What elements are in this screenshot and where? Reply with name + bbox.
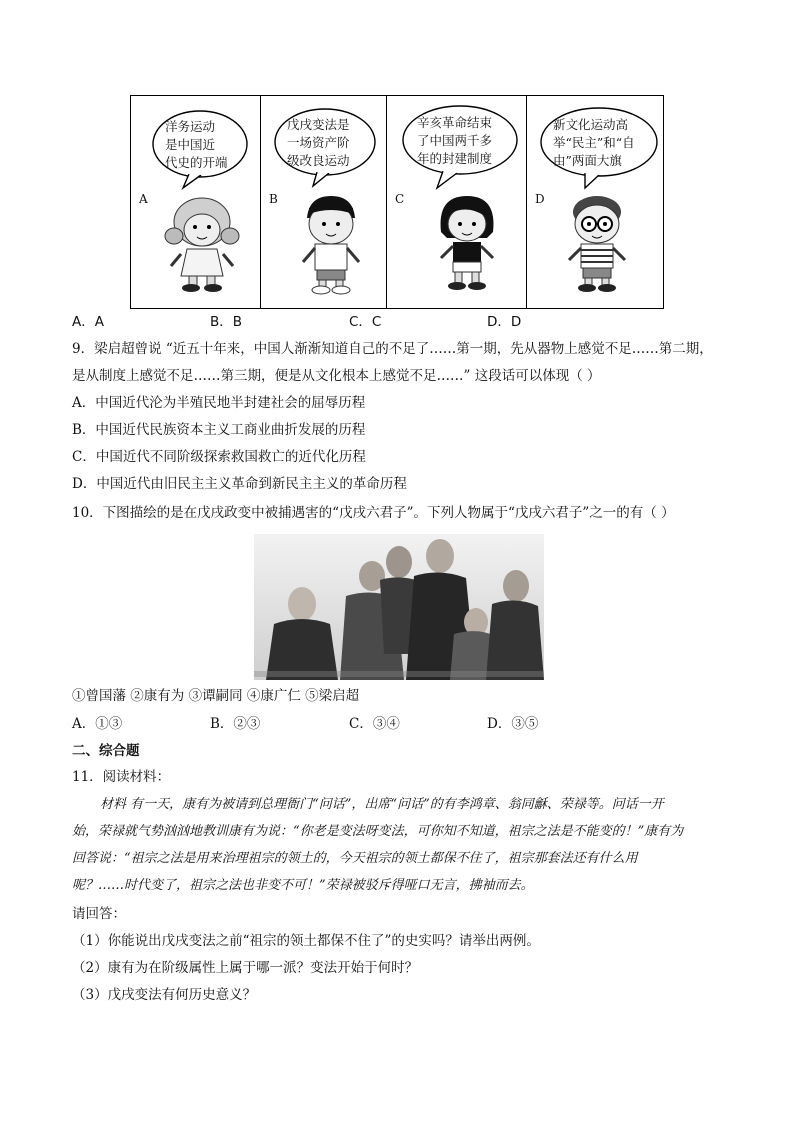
q11-stem: 11．阅读材料： xyxy=(72,769,171,785)
cartoon-panel-a xyxy=(131,96,260,308)
q8-option-c: C．C xyxy=(349,314,382,330)
cartoon-figure xyxy=(130,95,664,309)
bubble-text: 洋务运动 是中国近 代史的开端 xyxy=(165,119,228,170)
panel-letter: A xyxy=(139,192,148,206)
cartoon-panel-b xyxy=(260,96,386,308)
bubble-text: 戊戌变法是 一场资产阶 级改良运动 xyxy=(287,117,350,168)
panel-letter: B xyxy=(269,192,278,206)
q10-stem: 10．下图描绘的是在戊戌政变中被捕遇害的“戊戌六君子”。下列人物属于“戊戌六君子”之一的有（ ） xyxy=(72,505,675,521)
q10-option-b: B．②③ xyxy=(210,716,261,732)
q11-sub2: （2）康有为在阶级属性上属于哪一派？变法开始于何时？ xyxy=(72,960,419,976)
bubble-text: 新文化运动高 举“民主”和“自 由”两面大旗 xyxy=(553,117,635,168)
q10-option-c: C．③④ xyxy=(349,716,400,732)
boy-with-glasses-cartoon-icon xyxy=(557,192,637,296)
q11-material-line3: 回答说：“祖宗之法是用来治理祖宗的领土的，今天祖宗的领土都保不住了，祖宗那套法还有什么用 xyxy=(72,851,638,866)
q9-option-a: A．中国近代沦为半殖民地半封建社会的屈辱历程 xyxy=(72,395,366,411)
q11-sub3: （3）戊戌变法有何历史意义？ xyxy=(72,987,257,1003)
panel-letter: C xyxy=(395,192,405,206)
q9-option-c: C．中国近代不同阶级探索救国救亡的近代化历程 xyxy=(72,449,366,465)
cartoon-panel-c xyxy=(386,96,526,308)
q11-ask: 请回答： xyxy=(72,906,126,922)
q9-stem-line2: 是从制度上感觉不足……第三期，便是从文化根本上感觉不足……” 这段话可以体现（ ） xyxy=(72,368,601,384)
six-gentlemen-painting xyxy=(254,534,544,680)
q8-option-b: B．B xyxy=(210,314,243,330)
q11-material-line1: 材料 有一天，康有为被请到总理衙门“问话”，出席“问话”的有李鸿章、翁同龢、荣禄等。问话一开 xyxy=(100,797,664,812)
cartoon-panel-d xyxy=(526,96,663,308)
q9-stem-line1: 9．梁启超曾说 “近五十年来，中国人渐渐知道自己的不足了……第一期，先从器物上感觉不足……第二期， xyxy=(72,341,713,357)
q10-option-d: D．③⑤ xyxy=(487,716,539,732)
q10-option-a: A．①③ xyxy=(72,716,123,732)
panel-letter: D xyxy=(535,192,545,206)
q9-option-d: D．中国近代由旧民主主义革命到新民主主义的革命历程 xyxy=(72,476,407,492)
q9-option-b: B．中国近代民族资本主义工商业曲折发展的历程 xyxy=(72,422,366,438)
q11-material-line2: 始，荣禄就气势汹汹地教训康有为说：“你老是变法呀变法，可你知不知道，祖宗之法是不能变的！”康有为 xyxy=(72,824,684,839)
section-heading: 二、综合题 xyxy=(72,743,140,759)
q8-option-d: D．D xyxy=(487,314,522,330)
bubble-text: 辛亥革命结束 了中国两千多 年的封建制度 xyxy=(417,115,493,166)
girl-cartoon-icon xyxy=(427,192,507,296)
girl-cartoon-icon xyxy=(157,194,247,294)
q10-persons: ①曾国藩 ②康有为 ③谭嗣同 ④康广仁 ⑤梁启超 xyxy=(72,688,360,704)
q11-sub1: （1）你能说出戊戌变法之前“祖宗的领土都保不住了”的史实吗？请举出两例。 xyxy=(72,933,540,949)
boy-cartoon-icon xyxy=(291,192,371,296)
q8-option-a: A．A xyxy=(72,314,104,330)
q11-material-line4: 呢？……时代变了，祖宗之法也非变不可！”荣禄被驳斥得哑口无言，拂袖而去。 xyxy=(72,878,534,893)
